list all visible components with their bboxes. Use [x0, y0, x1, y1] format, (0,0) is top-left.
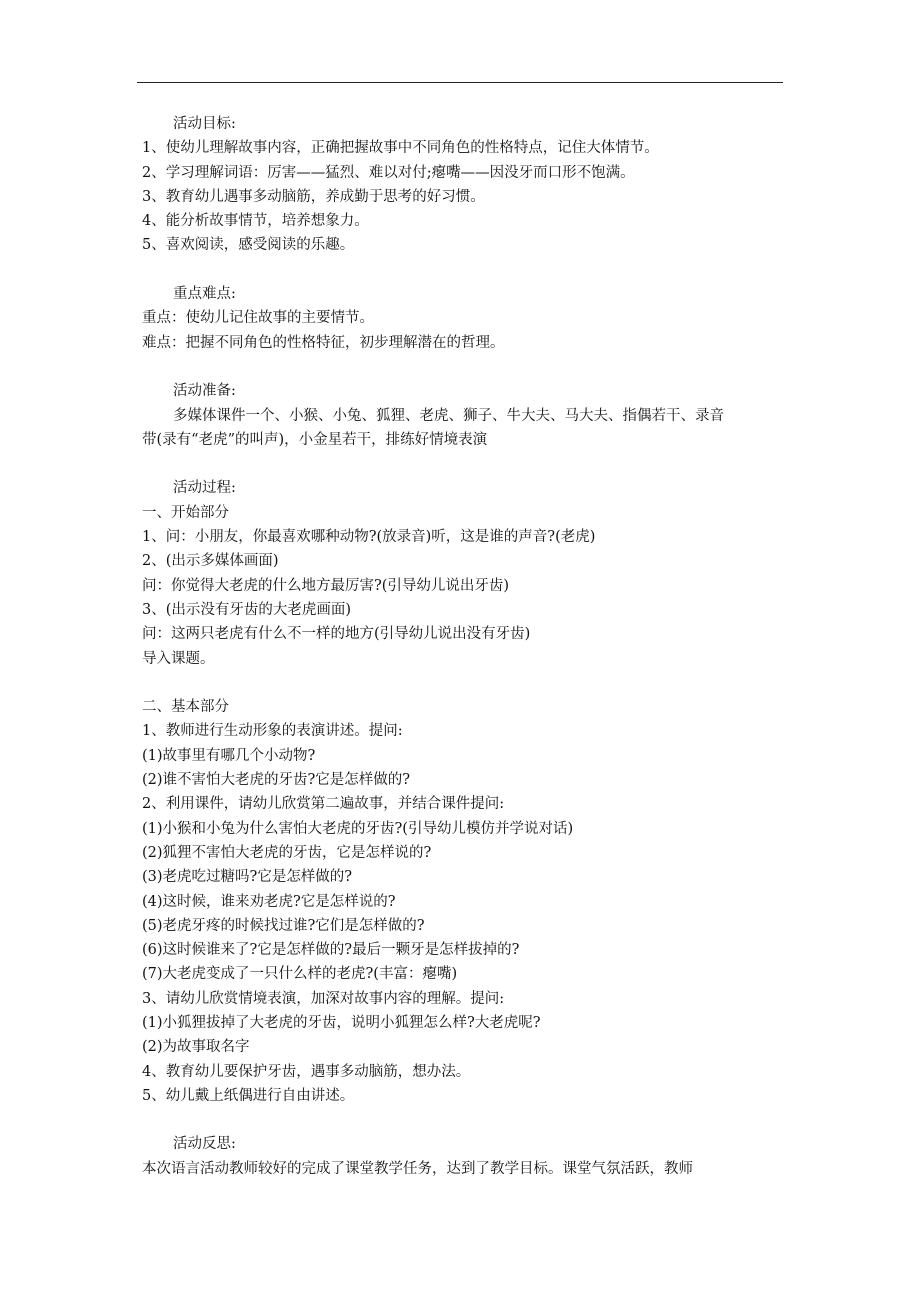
process-part2-title: 二、基本部分 — [142, 699, 229, 716]
preparation-text-line: 带(录有“老虎”的叫声)，小金星若干，排练好情境表演 — [142, 431, 488, 448]
process-part1-title: 一、开始部分 — [142, 504, 229, 521]
document-body — [142, 112, 788, 1181]
preparation-heading: 活动准备: — [173, 383, 236, 400]
key-point-item: 难点：把握不同角色的性格特征，初步理解潜在的哲理。 — [142, 334, 505, 351]
process-part2-item: 2、利用课件，请幼儿欣赏第二遍故事，并结合课件提问: — [142, 796, 505, 813]
reflection-heading: 活动反思: — [173, 1136, 236, 1153]
process-part2-item: (7)大老虎变成了一只什么样的老虎?(丰富：瘪嘴) — [142, 966, 458, 983]
key-point-item: 重点：使幼儿记住故事的主要情节。 — [142, 310, 374, 327]
process-part1-item: 导入课题。 — [142, 650, 215, 667]
objective-item: 4、能分析故事情节，培养想象力。 — [142, 213, 369, 230]
objectives-heading: 活动目标: — [173, 116, 236, 132]
process-part2-item: (1)故事里有哪几个小动物? — [142, 747, 316, 764]
process-part2-item: (5)老虎牙疼的时候找过谁?它们是怎样做的? — [142, 917, 425, 934]
process-part1-item: 问：这两只老虎有什么不一样的地方(引导幼儿说出没有牙齿) — [142, 626, 531, 643]
process-part2-item: (4)这时候，谁来劝老虎?它是怎样说的? — [142, 893, 396, 910]
preparation-text-line: 多媒体课件一个、小猴、小兔、狐狸、老虎、狮子、牛大夫、马大夫、指偶若干、录音 — [173, 407, 724, 424]
objective-item: 5、喜欢阅读，感受阅读的乐趣。 — [142, 237, 355, 254]
objective-item: 2、学习理解词语：厉害——猛烈、难以对付;瘪嘴——因没牙而口形不饱满。 — [142, 164, 635, 181]
process-part2-item: (2)谁不害怕大老虎的牙齿?它是怎样做的? — [142, 772, 411, 789]
process-heading: 活动过程: — [173, 480, 236, 497]
process-part2-item: 3、请幼儿欣赏情境表演，加深对故事内容的理解。提问: — [142, 990, 505, 1007]
process-part2-item: 1、教师进行生动形象的表演讲述。提问: — [142, 723, 403, 740]
key-points-heading: 重点难点: — [173, 286, 236, 303]
process-part2-item: (1)小狐狸拔掉了大老虎的牙齿，说明小狐狸怎么样?大老虎呢? — [142, 1014, 541, 1031]
process-part1-item: 1、问：小朋友，你最喜欢哪种动物?(放录音)听，这是谁的声音?(老虎) — [142, 529, 596, 546]
objective-item: 3、教育幼儿遇事多动脑筋，养成勤于思考的好习惯。 — [142, 188, 485, 205]
objective-item: 1、使幼儿理解故事内容，正确把握故事中不同角色的性格特点，记住大体情节。 — [142, 140, 659, 157]
process-part2-item: 4、教育幼儿要保护牙齿，遇事多动脑筋，想办法。 — [142, 1063, 471, 1080]
process-part2-item: (2)狐狸不害怕大老虎的牙齿，它是怎样说的? — [142, 844, 432, 861]
process-part2-item: (1)小猴和小兔为什么害怕大老虎的牙齿?(引导幼儿模仿并学说对话) — [142, 820, 574, 837]
process-part2-item: (6)这时候谁来了?它是怎样做的?最后一颗牙是怎样拔掉的? — [142, 942, 520, 959]
process-part2-item: (3)老虎吃过糖吗?它是怎样做的? — [142, 869, 353, 886]
process-part1-item: 2、(出示多媒体画面) — [142, 553, 279, 570]
process-part1-item: 问：你觉得大老虎的什么地方最厉害?(引导幼儿说出牙齿) — [142, 577, 510, 594]
header-rule — [137, 82, 783, 83]
process-part1-item: 3、(出示没有牙齿的大老虎画面) — [142, 601, 352, 618]
process-part2-item: 5、幼儿戴上纸偶进行自由讲述。 — [142, 1087, 355, 1104]
reflection-text-line: 本次语言活动教师较好的完成了课堂教学任务，达到了教学目标。课堂气氛活跃，教师 — [142, 1160, 693, 1177]
process-part2-item: (2)为故事取名字 — [142, 1039, 250, 1056]
